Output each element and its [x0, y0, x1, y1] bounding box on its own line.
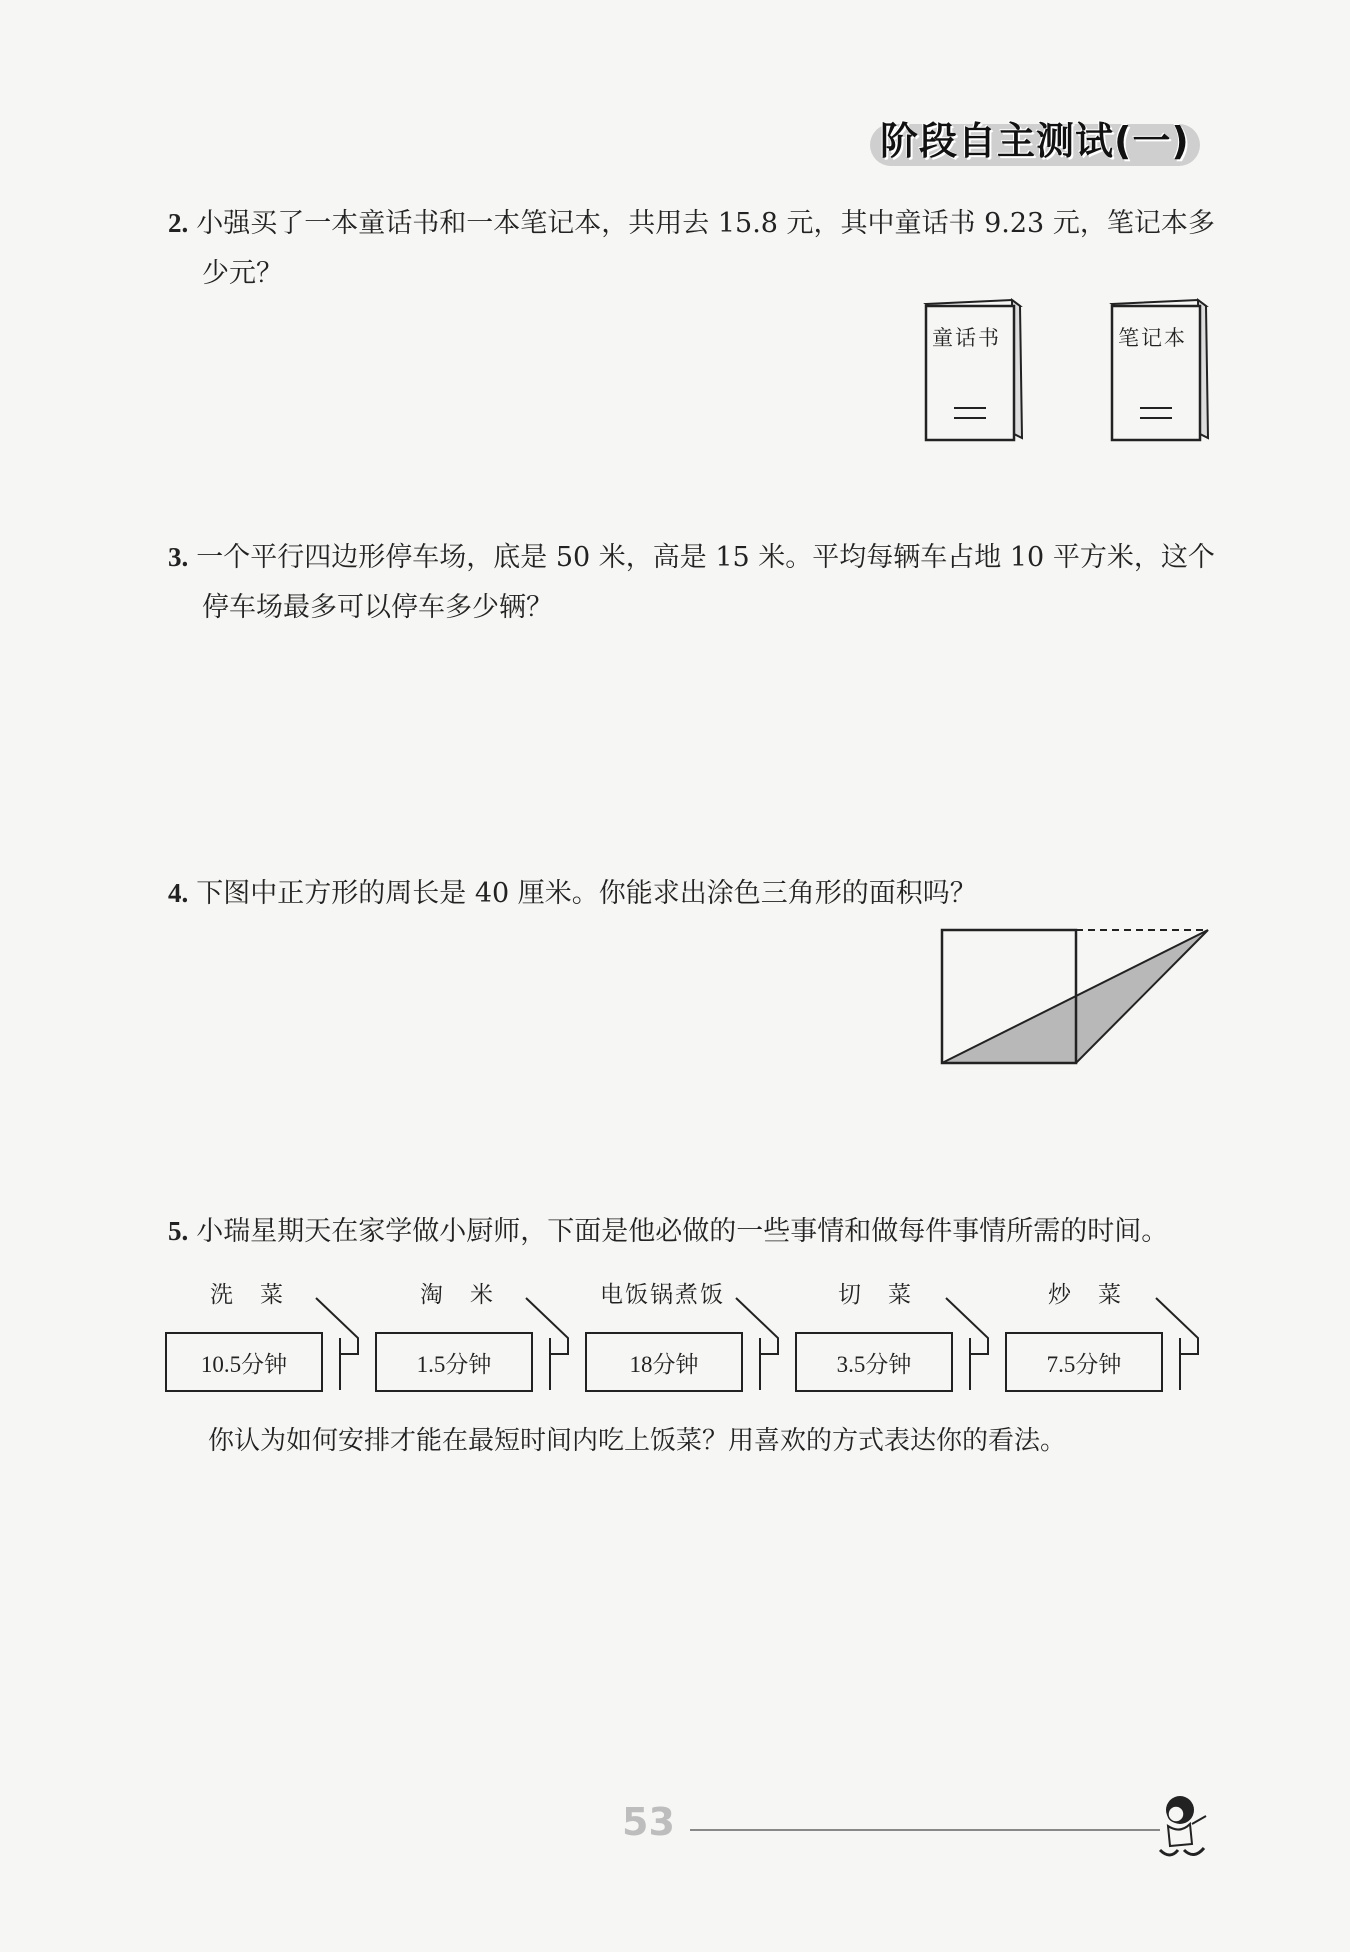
question-number: 3. — [168, 542, 189, 572]
task-label: 切 菜 — [838, 1282, 913, 1308]
square-triangle-figure — [936, 926, 1216, 1070]
fairy-tale-book-illustration — [918, 298, 1028, 446]
question-2 — [168, 198, 1228, 299]
task-time-box: 1.5分钟 — [375, 1332, 533, 1392]
page-header — [860, 110, 1200, 170]
task-label: 炒 菜 — [1048, 1282, 1123, 1308]
task-label: 淘 米 — [420, 1282, 495, 1308]
question-3 — [168, 532, 1228, 633]
question-text: 一个平行四边形停车场，底是 50 米，高是 15 米。平均每辆车占地 10 平方米，这个 — [196, 542, 1215, 573]
page-title: 阶段自主测试(一) — [880, 119, 1190, 163]
cartoon-mascot-icon — [1150, 1790, 1220, 1862]
footer-divider — [690, 1829, 1160, 1831]
question-number: 2. — [168, 208, 189, 238]
task-time-box: 7.5分钟 — [1005, 1332, 1163, 1392]
question-5-prompt: 你认为如何安排才能在最短时间内吃上饭菜？用喜欢的方式表达你的看法。 — [208, 1426, 1067, 1456]
page-number: 53 — [622, 1800, 675, 1844]
question-text-continued: 少元？ — [202, 258, 283, 289]
question-5 — [168, 1206, 1228, 1257]
question-text: 小瑞星期天在家学做小厨师，下面是他必做的一些事情和做每件事情所需的时间。 — [196, 1216, 1169, 1247]
question-number: 4. — [168, 878, 189, 908]
question-text: 下图中正方形的周长是 40 厘米。你能求出涂色三角形的面积吗？ — [196, 878, 977, 909]
question-number: 5. — [168, 1216, 189, 1246]
question-text-continued: 停车场最多可以停车多少辆？ — [202, 592, 553, 623]
task-label: 电饭锅煮饭 — [600, 1282, 725, 1308]
task-time-box: 3.5分钟 — [795, 1332, 953, 1392]
task-label: 洗 菜 — [210, 1282, 285, 1308]
book-label: 童话书 — [932, 326, 1001, 350]
notebook-illustration — [1104, 298, 1214, 446]
task-time-box: 10.5分钟 — [165, 1332, 323, 1392]
question-text: 小强买了一本童话书和一本笔记本，共用去 15.8 元，其中童话书 9.23 元，笔记本多 — [196, 208, 1215, 239]
question-4 — [168, 868, 1228, 919]
book-label: 笔记本 — [1118, 326, 1187, 350]
task-time-box: 18分钟 — [585, 1332, 743, 1392]
